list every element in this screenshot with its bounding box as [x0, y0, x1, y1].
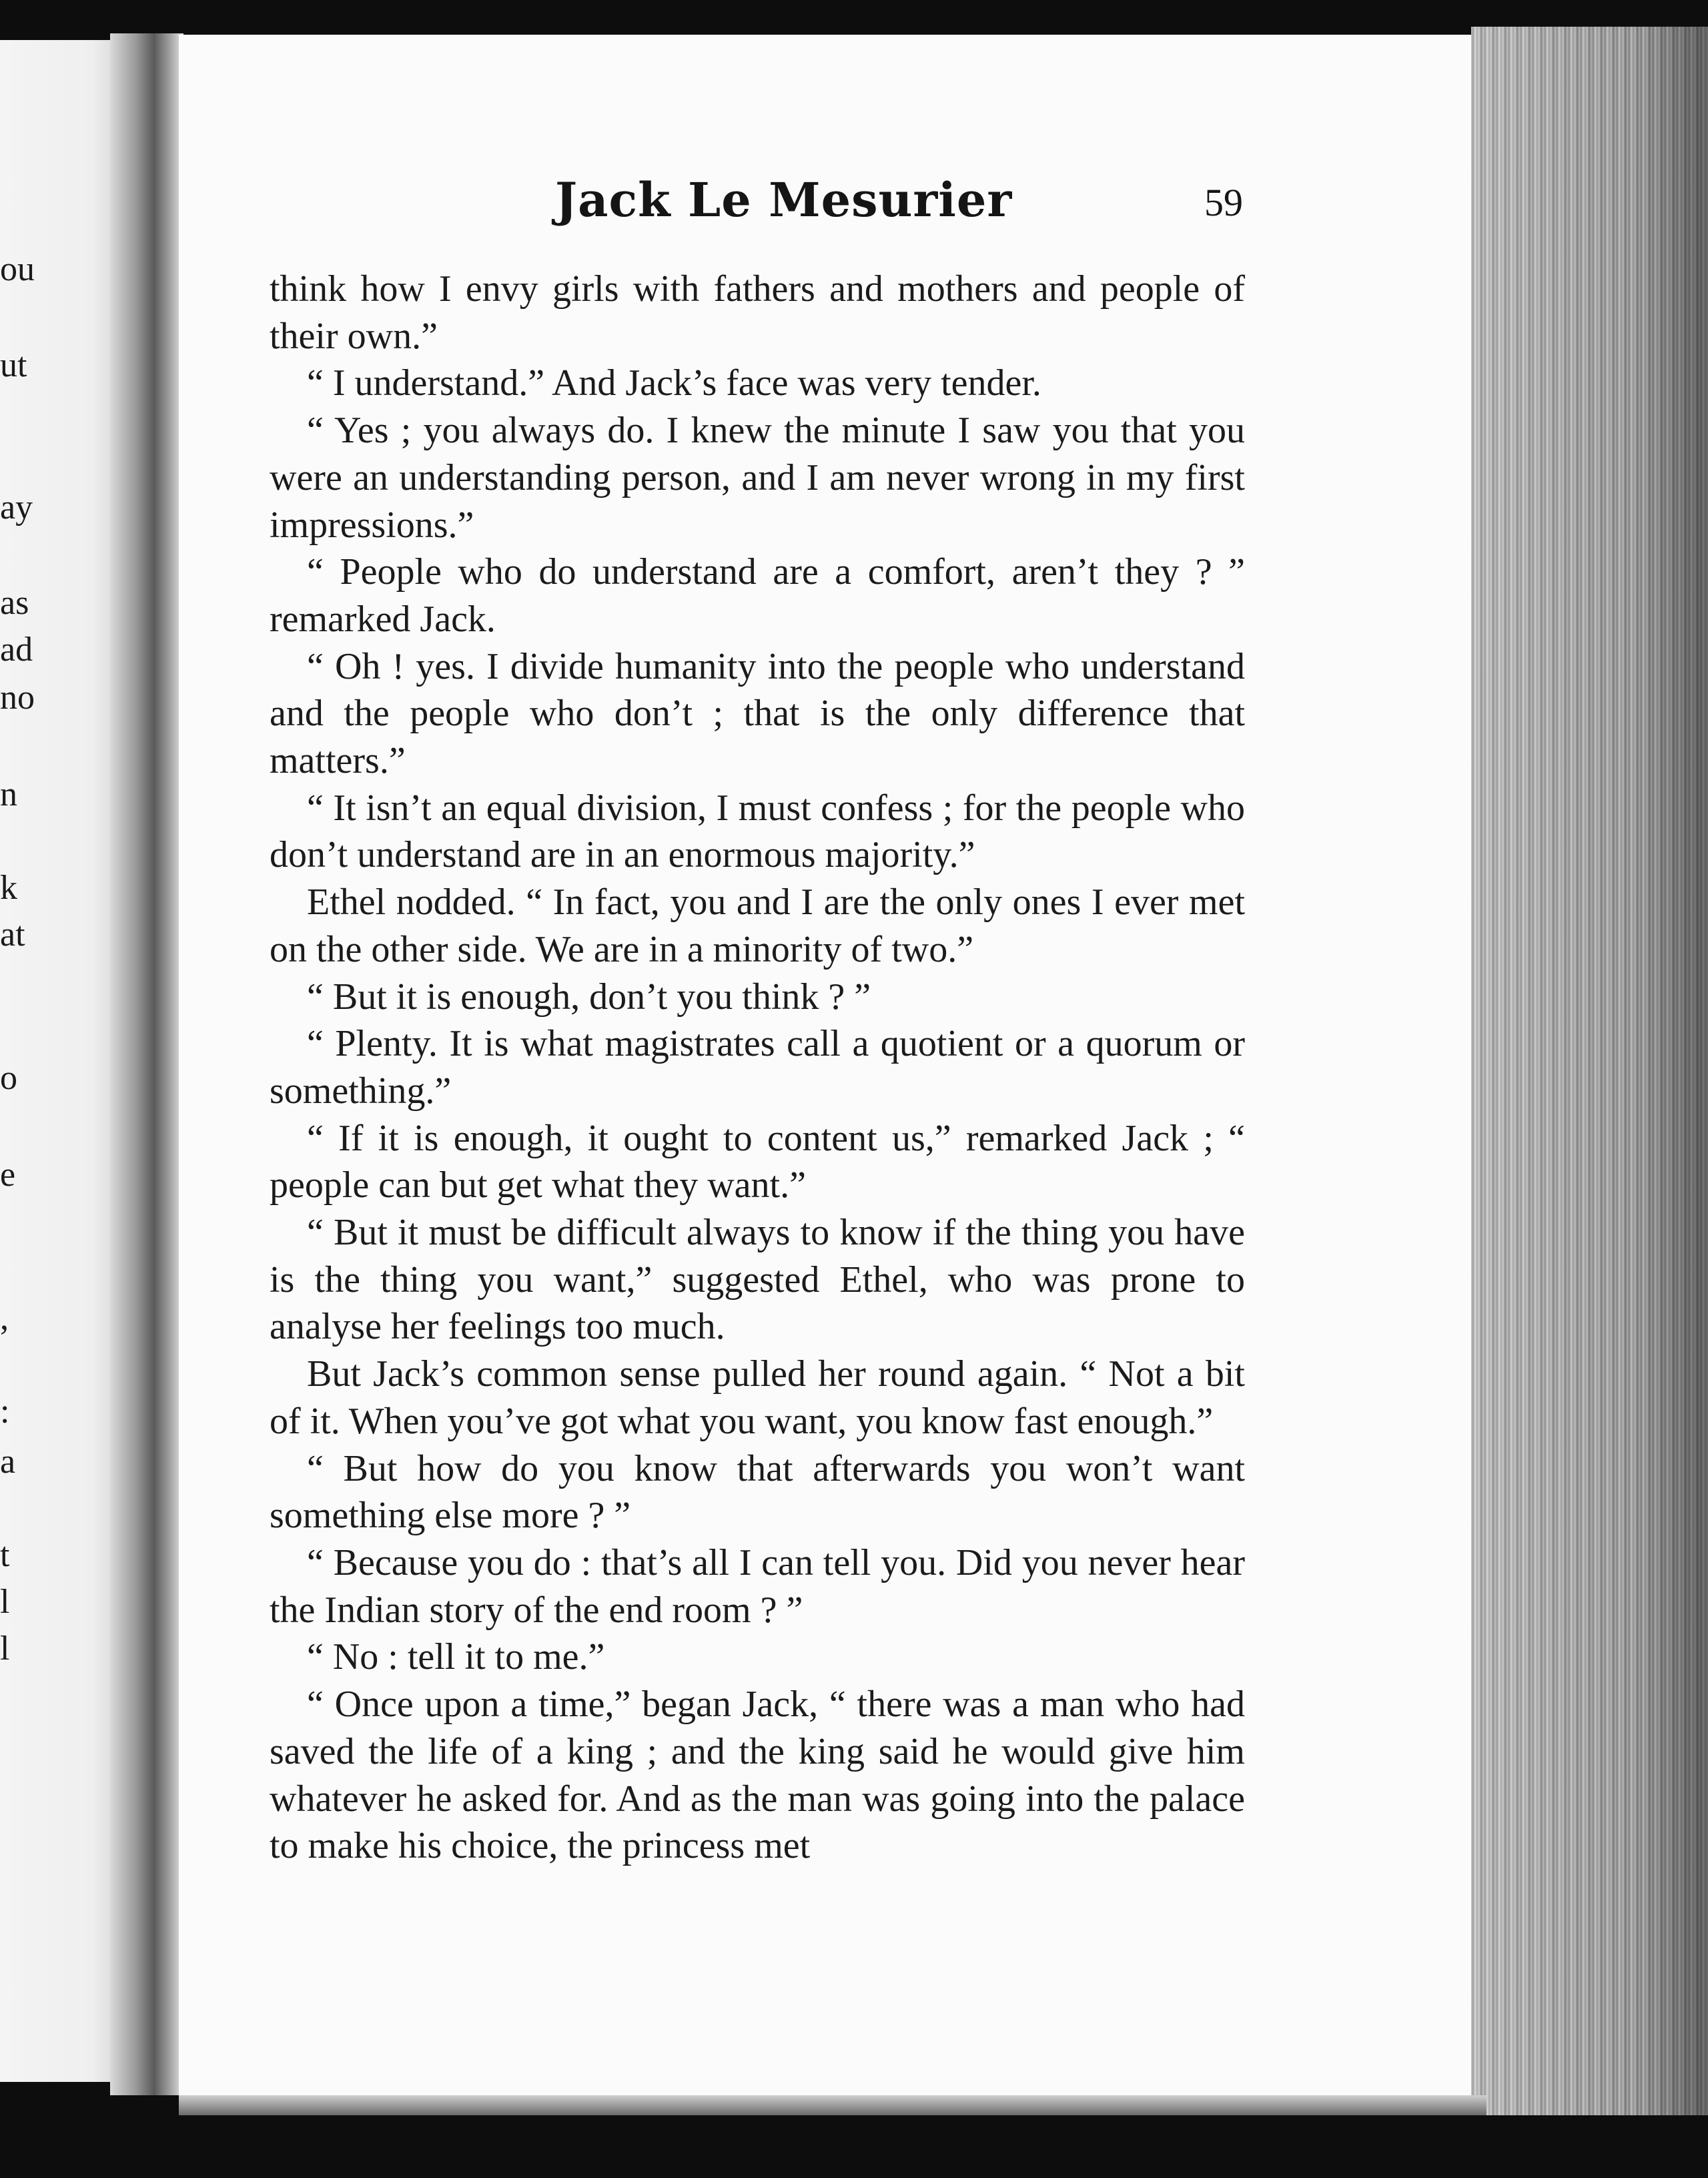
- fragment: k: [0, 869, 17, 907]
- paragraph: “ But it is enough, don’t you think ? ”: [307, 976, 871, 1018]
- body-text: [270, 266, 1245, 1870]
- page-edges: [1471, 27, 1708, 2115]
- fragment: :: [0, 1393, 10, 1431]
- fragment: ut: [0, 346, 27, 384]
- paragraph: “ Because you do : that’s all I can tell you. Did you never hear the Indian story of the end room ? ”: [270, 1541, 1245, 1631]
- paragraph: “ If it is enough, it ought to content us,” remarked Jack ; “ people can but get what they want.”: [270, 1117, 1245, 1206]
- running-head: Jack Le Mesurier: [555, 172, 1013, 228]
- paragraph: “ But it must be difficult always to know if the thing you have is the thing you want,” suggested Ethel, who was prone to analyse her feelings too much.: [270, 1212, 1245, 1348]
- paragraph: “ Plenty. It is what magistrates call a quotient or a quorum or something.”: [270, 1023, 1245, 1112]
- paragraph: “ People who do understand are a comfort, aren’t they ? ” remarked Jack.: [270, 551, 1245, 640]
- fragment: ou: [0, 250, 35, 288]
- paragraph: Ethel nodded. “ In fact, you and I are the only ones I ever met on the other side. We are in a minority of two.”: [270, 881, 1245, 970]
- fragment: o: [0, 1059, 17, 1097]
- previous-page-text-fragments: [0, 0, 113, 2178]
- paragraph: “ It isn’t an equal division, I must confess ; for the people who don’t understand are in an enormous majority.”: [270, 787, 1245, 876]
- paragraph: “ I understand.” And Jack’s face was very tender.: [307, 362, 1041, 404]
- paragraph: think how I envy girls with fathers and mothers and people of their own.”: [270, 268, 1245, 357]
- fragment: e: [0, 1156, 16, 1194]
- paragraph: “ Oh ! yes. I divide humanity into the people who understand and the people who don’t ; that is the only difference that matters.”: [270, 645, 1245, 782]
- page-number: 59: [1204, 181, 1243, 224]
- fragment: a: [0, 1443, 16, 1481]
- fragment: ad: [0, 631, 33, 669]
- fragment: ,: [0, 1299, 9, 1337]
- fragment: n: [0, 775, 17, 813]
- fragment: as: [0, 584, 29, 622]
- fragment: at: [0, 916, 25, 954]
- paragraph: “ Once upon a time,” began Jack, “ there was a man who had saved the life of a king ; and the king said he would give him whatever he asked for. And as the man was going into the palace to make his choice, the princess met: [270, 1684, 1245, 1867]
- fragment: l: [0, 1583, 10, 1621]
- paragraph: “ But how do you know that afterwards you won’t want something else more ? ”: [270, 1447, 1245, 1537]
- fragment: l: [0, 1629, 10, 1668]
- paragraph: But Jack’s common sense pulled her round again. “ Not a bit of it. When you’ve got what you want, you know fast enough.”: [270, 1353, 1245, 1442]
- page-bottom-shadow: [179, 2095, 1486, 2115]
- fragment: t: [0, 1536, 10, 1574]
- paragraph: “ Yes ; you always do. I knew the minute I saw you that you were an understanding person, and I am never wrong in my first impressions.”: [270, 410, 1245, 546]
- book-gutter: [110, 33, 183, 2095]
- fragment: ay: [0, 488, 33, 526]
- paragraph: “ No : tell it to me.”: [307, 1636, 605, 1678]
- fragment: no: [0, 679, 35, 717]
